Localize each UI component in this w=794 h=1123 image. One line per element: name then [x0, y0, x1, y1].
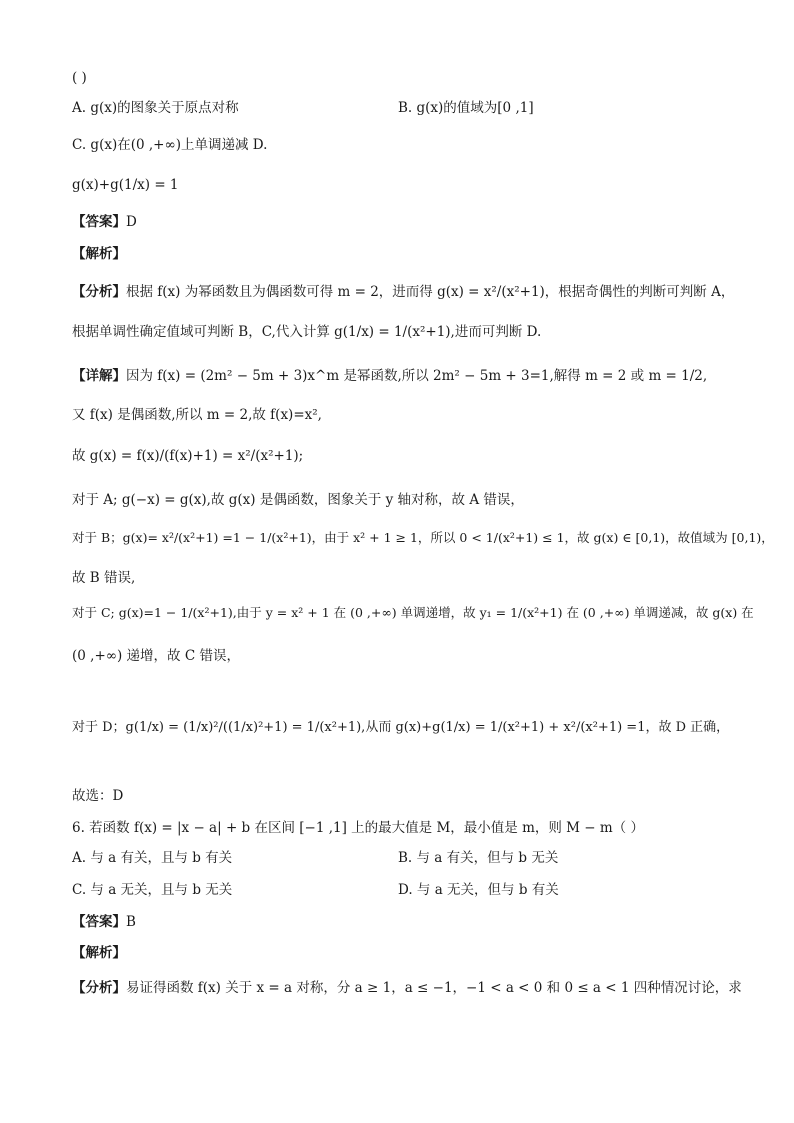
q6-option-b: B. 与 a 有关，但与 b 无关 [398, 850, 559, 866]
xiangjie-line-1 [72, 366, 707, 386]
analysis-tag: 【解析】 [72, 246, 126, 262]
xiangjie-line-10: 故选：D [72, 788, 124, 804]
q6-fenxi-text-1: 易证得函数 f(x) 关于 x = a 对称，分 a ≥ 1，a ≤ −1，−1 < a < 0 和 0 ≤ a < 1 四种情况讨论，求 [126, 980, 742, 996]
option-b: B. g(x)的值域为[0 ,1] [398, 100, 534, 116]
fenxi-text-1: 根据 f(x) 为幂函数且为偶函数可得 m = 2，进而得 g(x) = x²/(x²+1)，根据奇偶性的判断可判断 A， [126, 284, 735, 300]
q6-fenxi-tag: 【分析】 [72, 980, 126, 996]
answer-tag: 【答案】 [72, 214, 126, 230]
answer-value: D [126, 214, 137, 230]
option-d-expression: g(x)+g(1/x) = 1 [72, 177, 179, 193]
q6-option-a: A. 与 a 有关，且与 b 有关 [72, 850, 233, 866]
option-a: A. g(x)的图象关于原点对称 [72, 100, 239, 116]
xiangjie-line-4: 对于 A; g(−x) = g(x),故 g(x) 是偶函数，图象关于 y 轴对称，故 A 错误， [72, 492, 524, 508]
q6-analysis-tag: 【解析】 [72, 945, 126, 961]
q6-option-c: C. 与 a 无关，且与 b 无关 [72, 882, 233, 898]
fenxi-line-1 [72, 282, 734, 302]
xiangjie-tag: 【详解】 [72, 368, 126, 384]
q6-answer-value: B [126, 914, 136, 930]
xiangjie-line-9: 对于 D；g(1/x) = (1/x)²/((1/x)²+1) = 1/(x²+1),从而 g(x)+g(1/x) = 1/(x²+1) + x²/(x²+1) =1，故 D 正确， [72, 720, 730, 735]
xiangjie-line-8: (0 ,+∞) 递增，故 C 错误， [72, 648, 240, 664]
xiangjie-line-7: 对于 C; g(x)=1 − 1/(x²+1),由于 y = x² + 1 在 (0 ,+∞) 单调递增，故 y₁ = 1/(x²+1) 在 (0 ,+∞) 单调递减，故 g(x) 在 [72, 605, 754, 620]
xiangjie-line-5: 对于 B；g(x)= x²/(x²+1) =1 − 1/(x²+1)，由于 x² + 1 ≥ 1，所以 0 < 1/(x²+1) ≤ 1，故 g(x) ∈ [0,1)，故值域为 [0,1)， [72, 530, 774, 545]
fenxi-tag: 【分析】 [72, 284, 126, 300]
q6-answer-line [72, 912, 136, 932]
option-c: C. g(x)在(0 ,+∞)上单调递减 D. [72, 137, 268, 153]
xiangjie-line-3: 故 g(x) = f(x)/(f(x)+1) = x²/(x²+1); [72, 448, 304, 464]
xiangjie-line-6: 故 B 错误, [72, 570, 136, 586]
question-bracket: ( ) [72, 70, 87, 86]
answer-line [72, 212, 137, 232]
fenxi-line-2: 根据单调性确定值域可判断 B，C,代入计算 g(1/x) = 1/(x²+1),进而可判断 D. [72, 324, 542, 340]
xiangjie-line-2: 又 f(x) 是偶函数,所以 m = 2,故 f(x)=x², [72, 407, 322, 423]
xiangjie-text-1: 因为 f(x) = (2m² − 5m + 3)x^m 是幂函数,所以 2m² − 5m + 3=1,解得 m = 2 或 m = 1/2, [126, 368, 708, 384]
q6-answer-tag: 【答案】 [72, 914, 126, 930]
question-6-stem: 6. 若函数 f(x) = |x − a| + b 在区间 [−1 ,1] 上的最大值是 M，最小值是 m，则 M − m（ ） [72, 820, 644, 836]
q6-option-d: D. 与 a 无关，但与 b 有关 [398, 882, 559, 898]
q6-fenxi-line-1 [72, 978, 742, 998]
